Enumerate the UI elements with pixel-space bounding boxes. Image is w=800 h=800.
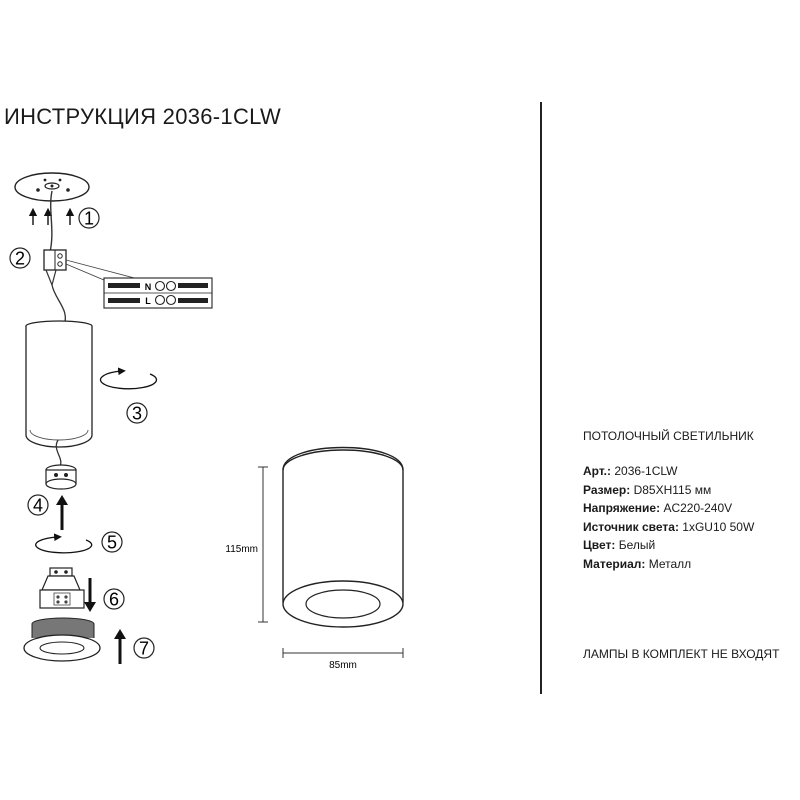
rotate-arrow-icon-2 [36, 537, 92, 553]
spec-list [583, 462, 754, 573]
step-1-marker [79, 208, 99, 229]
svg-text:7: 7 [138, 638, 150, 659]
lamp-socket-icon [46, 465, 76, 489]
product-drawing [283, 448, 403, 628]
svg-text:85mm: 85mm [329, 660, 357, 671]
spec-row-material: Материал: Металл [583, 556, 692, 571]
document-title: ИНСТРУКЦИЯ 2036-1CLW [4, 104, 282, 129]
spec-row-color: Цвет: Белый [583, 538, 656, 552]
svg-text:6: 6 [108, 589, 120, 610]
lamps-not-included-note: ЛАМПЫ В КОМПЛЕКТ НЕ ВХОДЯТ [583, 647, 780, 661]
svg-text:3: 3 [131, 403, 143, 424]
trim-ring-icon [24, 618, 100, 661]
lamp-body-icon [26, 321, 92, 466]
svg-text:5: 5 [106, 532, 118, 553]
mounting-plate-icon [15, 173, 89, 201]
terminal-block-icon [44, 250, 66, 285]
step-3-marker [127, 403, 147, 424]
svg-text:1: 1 [83, 208, 95, 229]
wire-label-l: L [145, 296, 151, 306]
svg-text:115mm: 115mm [225, 544, 258, 555]
step-6-marker [104, 589, 124, 610]
gu10-bulb-icon [40, 568, 84, 608]
up-arrow-icon [56, 495, 68, 530]
spec-row-size: Размер: D85XH115 мм [583, 482, 712, 497]
wiring-detail-icon [104, 278, 212, 308]
cable-line-2 [52, 285, 65, 325]
wire-label-n: N [144, 282, 152, 292]
step-4-marker [28, 495, 48, 516]
height-dimension [225, 467, 268, 622]
svg-text:4: 4 [32, 495, 44, 516]
up-arrow-icon-2 [114, 629, 126, 664]
spec-row-light-source: Источник света: 1xGU10 50W [583, 519, 755, 534]
rotate-arrow-icon [100, 371, 156, 389]
product-name: ПОТОЛОЧНЫЙ СВЕТИЛЬНИК [583, 429, 754, 443]
step-7-marker [134, 638, 154, 659]
spec-row-article: Арт.: 2036-1CLW [583, 464, 678, 478]
spec-row-voltage: Напряжение: AC220-240V [583, 501, 733, 515]
down-arrow-icon [84, 578, 96, 612]
step-5-marker [102, 532, 122, 553]
width-dimension [283, 648, 403, 671]
step-2-marker [10, 248, 30, 269]
svg-text:2: 2 [14, 248, 26, 269]
